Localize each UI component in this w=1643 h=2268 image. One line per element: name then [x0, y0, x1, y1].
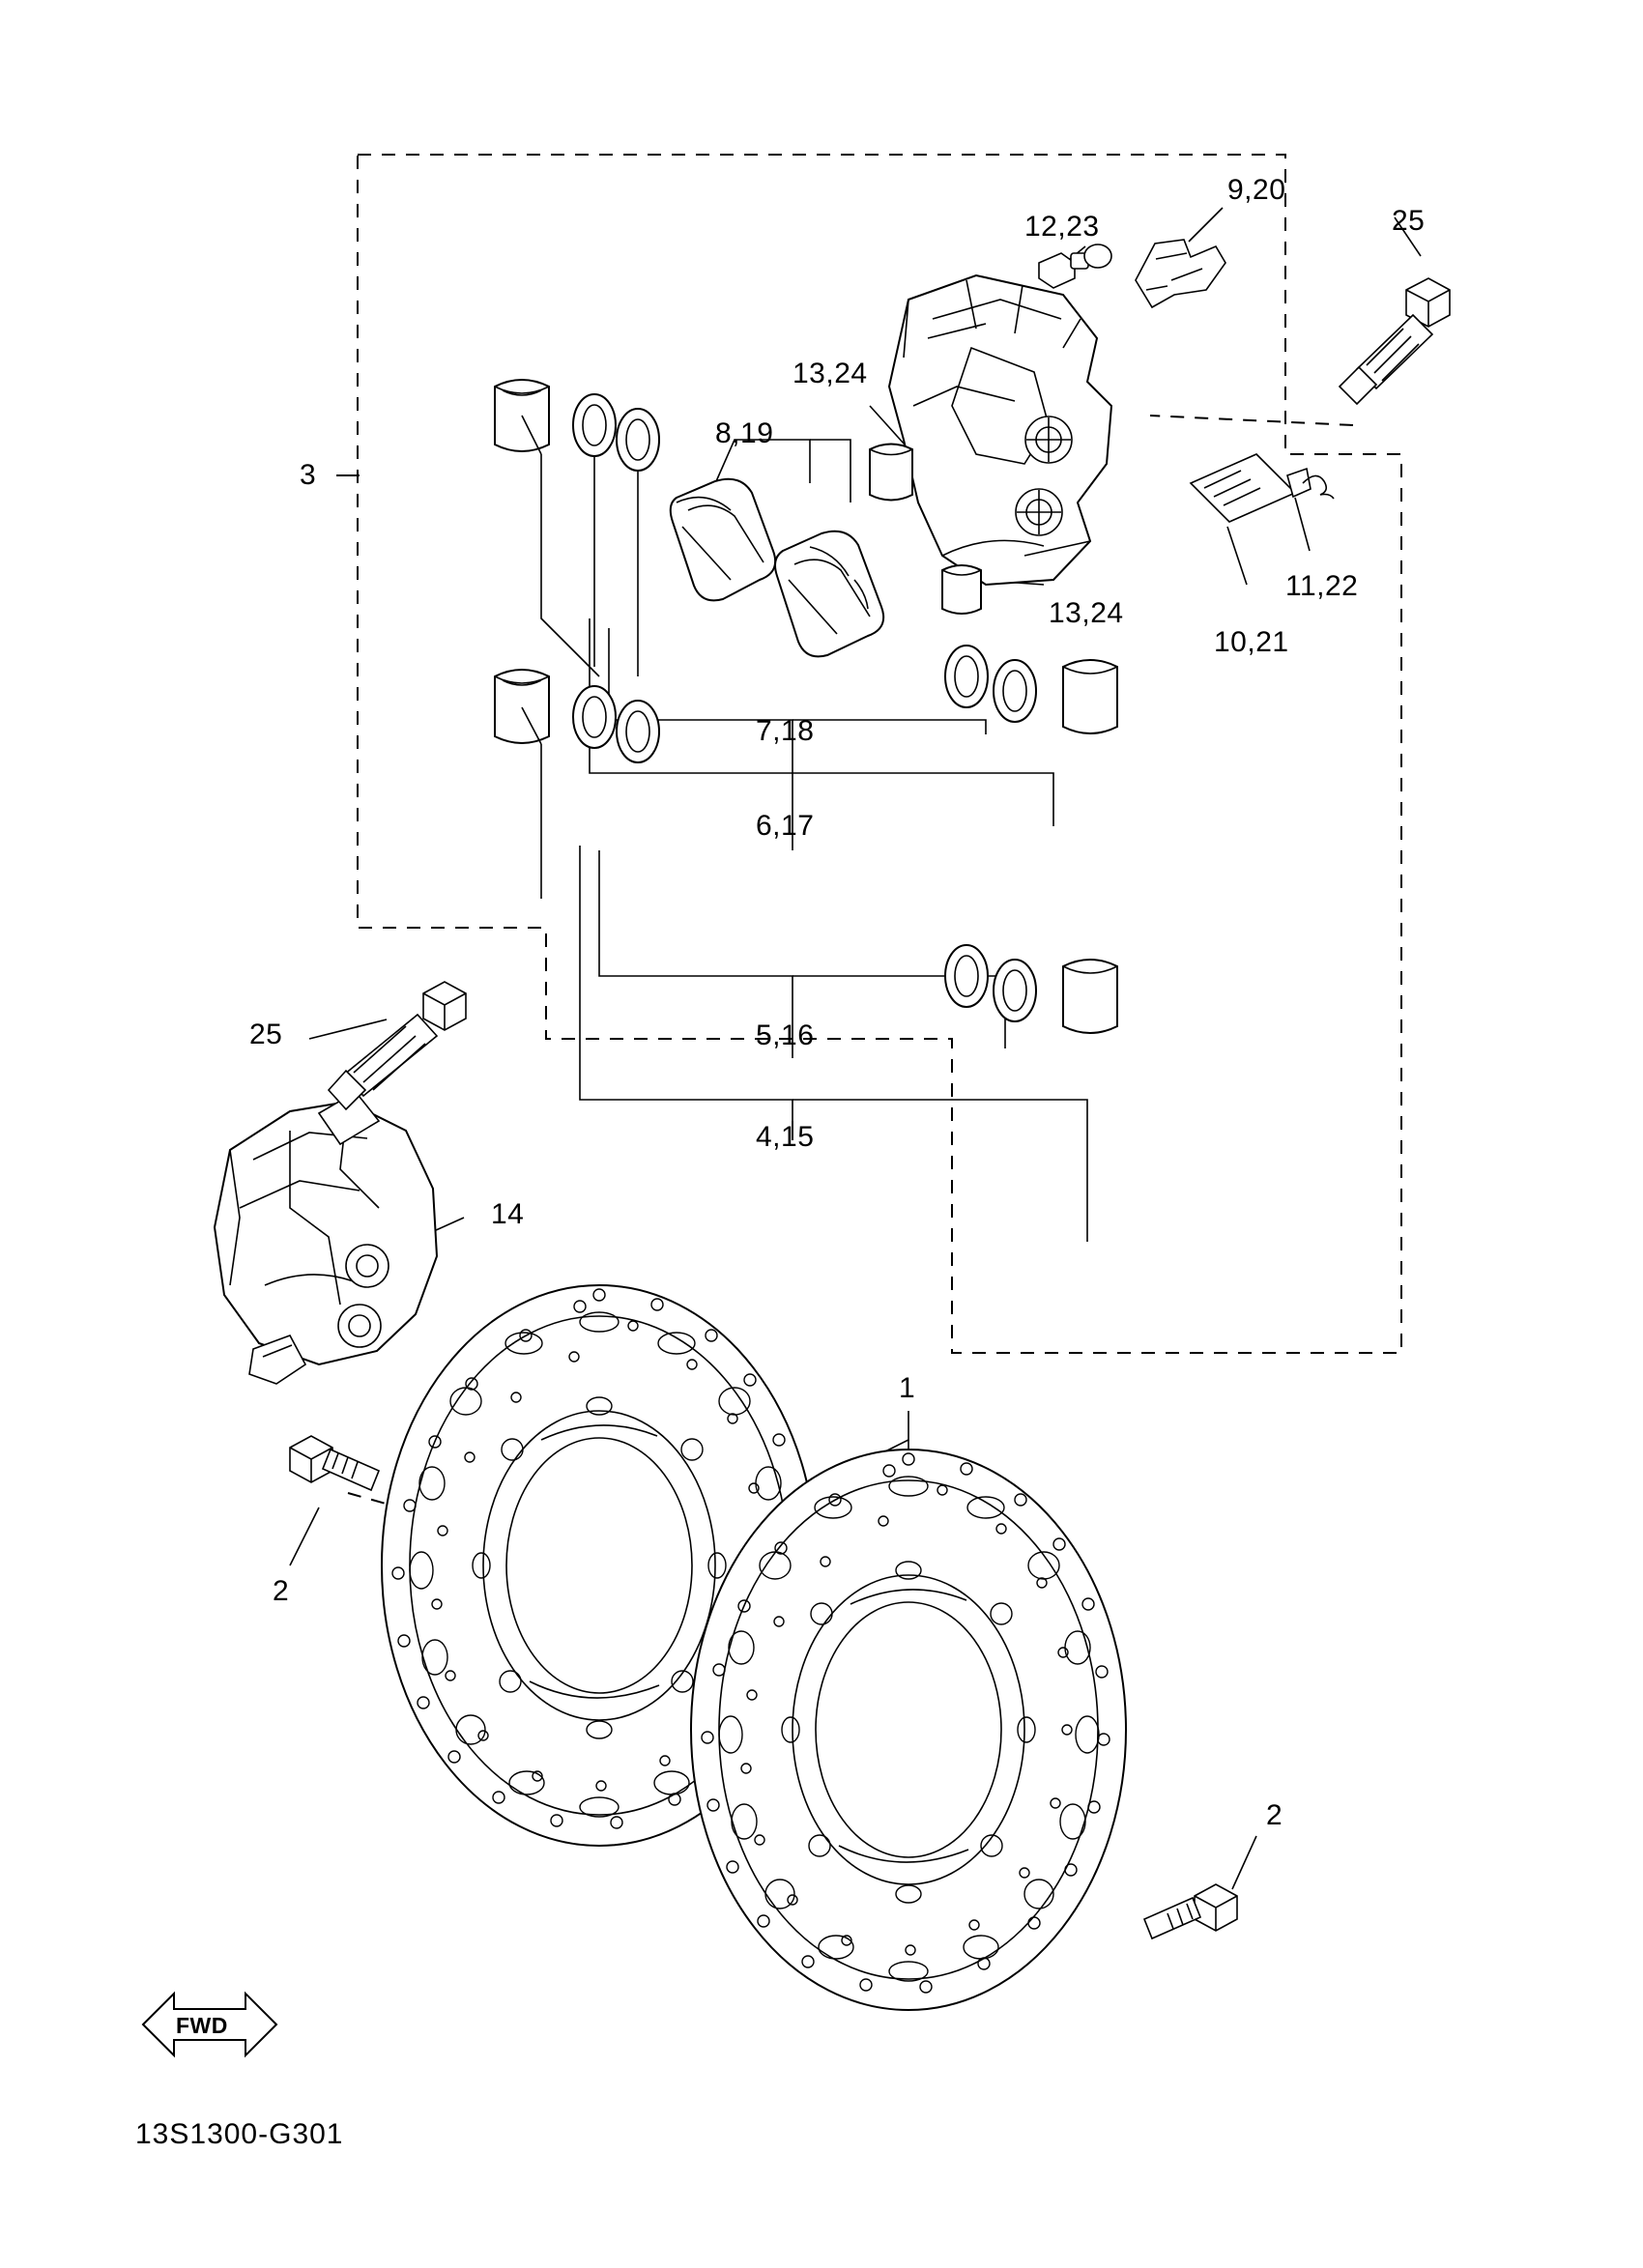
callout-25-top: 25 [1392, 205, 1426, 237]
slide-pin [1191, 454, 1311, 522]
callout-13-24-a: 13,24 [793, 358, 868, 389]
callout-7-18: 7,18 [756, 715, 815, 747]
callout-11-22: 11,22 [1285, 570, 1359, 602]
callout-3: 3 [300, 459, 317, 491]
piston-group-d [945, 945, 1117, 1033]
callout-4-15: 4,15 [756, 1121, 815, 1153]
brake-pad-1 [671, 479, 775, 601]
callout-8-19: 8,19 [715, 417, 774, 449]
disc-bolt-left [290, 1436, 379, 1490]
part-number-label: 13S1300-G301 [135, 2118, 344, 2150]
caliper-upper [889, 244, 1111, 585]
boot-b [942, 565, 981, 614]
caliper-bolt-left [329, 982, 466, 1109]
callout-14: 14 [491, 1198, 525, 1230]
pad-retainer-clip [1136, 240, 1225, 307]
callout-2-left: 2 [273, 1575, 290, 1607]
callout-12-23: 12,23 [1024, 211, 1100, 243]
seal-ring-group-a [573, 394, 659, 471]
callout-5-16: 5,16 [756, 1019, 815, 1051]
caliper-lower-left [215, 1092, 437, 1384]
brake-pad-2 [775, 531, 883, 657]
callout-10-21: 10,21 [1214, 626, 1289, 658]
boot-a [870, 445, 912, 501]
caliper-bolt-top [1340, 278, 1450, 404]
piston-group-b [495, 670, 659, 762]
callout-9-20: 9,20 [1227, 174, 1286, 206]
callout-1: 1 [899, 1372, 916, 1404]
callout-13-24-b: 13,24 [1049, 597, 1124, 629]
disc-bolt-right [1144, 1884, 1237, 1938]
callout-6-17: 6,17 [756, 810, 815, 842]
callout-25-left: 25 [249, 1019, 283, 1050]
brake-disc-right [691, 1450, 1126, 2010]
fwd-label: FWD [176, 2013, 228, 2038]
callout-2-right: 2 [1266, 1799, 1283, 1831]
